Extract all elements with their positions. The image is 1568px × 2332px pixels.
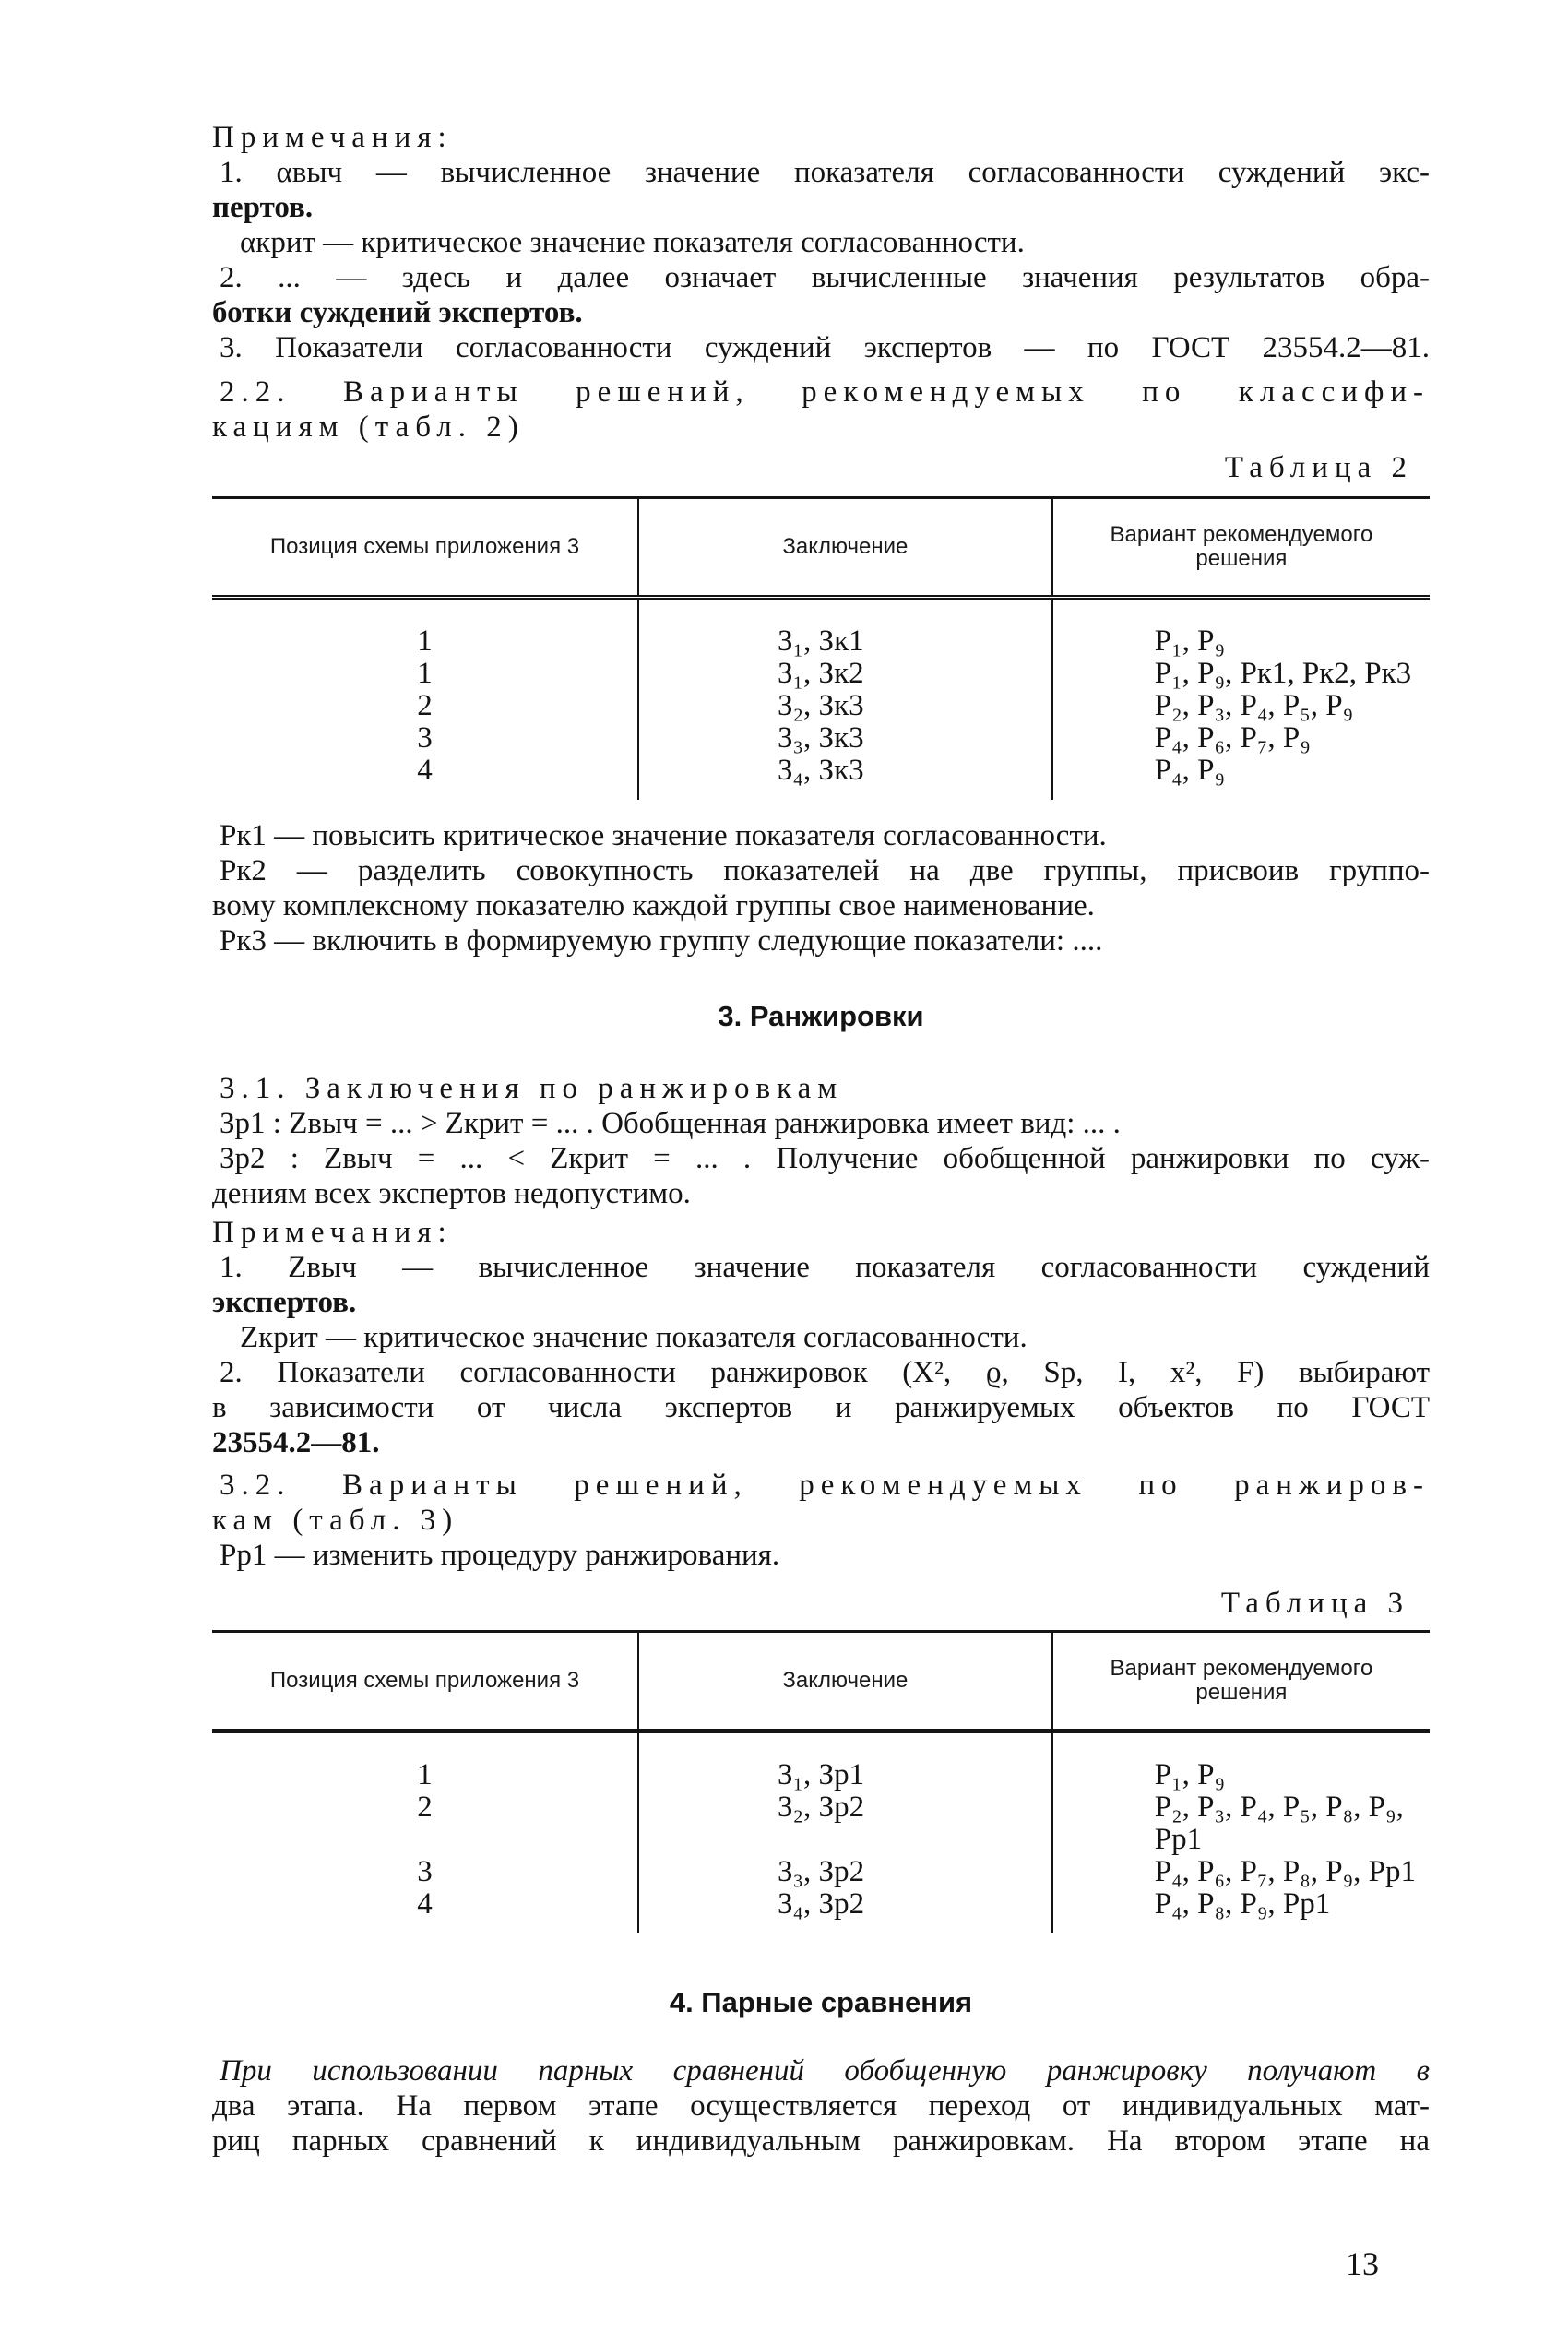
table-cell: Р₄, Р₆, Р₇, Р₉ (1052, 722, 1430, 755)
table-3-header-conclusion: Заключение (638, 1632, 1052, 1731)
note-1-line-3: αкрит — критическое значение показателя согласованности. (240, 226, 1025, 259)
table-row (212, 1856, 1430, 1888)
section-3-heading: 3. Ранжировки (718, 1000, 924, 1032)
table-cell: З₄, Зк3 (638, 755, 1052, 800)
note-2-line-2: ботки суждений экспертов. (212, 296, 583, 329)
table-2-header-conclusion: Заключение (638, 498, 1052, 598)
section-4-heading: 4. Парные сравнения (669, 1986, 973, 2018)
page-number: 13 (1346, 2245, 1379, 2282)
section-2-2-line-1: 2.2. Варианты решений, рекомендуемых по классифи- (220, 375, 1430, 409)
conclusion-zp2-line-2: дениям всех экспертов недопустимо. (212, 1177, 691, 1210)
note-2-line-1: 2. ... — здесь и далее означает вычисленные значения результатов обра- (220, 261, 1430, 294)
table-row (212, 755, 1430, 800)
table-cell: 4 (417, 754, 433, 787)
table-cell: 1 (417, 1758, 433, 1791)
section-3-note-1-line-1: 1. Zвыч — вычисленное значение показателя согласованности суждений (220, 1251, 1430, 1284)
table-row (212, 658, 1430, 690)
table-cell: 2 (417, 1791, 433, 1824)
document-page (212, 120, 1430, 2159)
table-cell: Р₁, Р₉, Рк1, Рк2, Рк3 (1052, 658, 1430, 690)
table-cell: 1 (417, 625, 433, 658)
section-3-note-2-line-2: в зависимости от числа экспертов и ранжируемых объектов по ГОСТ (212, 1391, 1430, 1424)
section-3-notes-title: Примечания: (212, 1216, 453, 1249)
table-cell: Р₂, Р₃, Р₄, Р₅, Р₈, Р₉, Рр1 (1052, 1791, 1430, 1856)
table-cell: 2 (417, 689, 433, 722)
table-2 (212, 496, 1430, 800)
table-2-header-decision: Вариант рекомендуемого решения (1052, 498, 1430, 598)
table-cell: З₄, Зр2 (638, 1888, 1052, 1933)
section-3-2-line-1: 3.2. Варианты решений, рекомендуемых по ранжиров- (220, 1469, 1430, 1502)
table-2-caption: Таблица 2 (1224, 451, 1413, 484)
table-cell: З₃, Зк3 (638, 722, 1052, 755)
table-cell: З₁, Зк2 (638, 658, 1052, 690)
conclusion-zp2-line-1: Зр2 : Zвыч = ... < Zкрит = ... . Получение обобщенной ранжировки по суж- (220, 1142, 1430, 1175)
section-4-para-line-2: два этапа. На первом этапе осуществляется переход от индивидуальных мат- (212, 2089, 1430, 2123)
table-cell: З₃, Зр2 (638, 1856, 1052, 1888)
table-cell: З₁, Зр1 (638, 1731, 1052, 1792)
legend-rp1: Рр1 — изменить процедуру ранжирования. (220, 1539, 780, 1572)
table-cell: Р₁, Р₉ (1052, 598, 1430, 659)
table-cell: З₂, Зк3 (638, 690, 1052, 722)
section-4-para-line-3: риц парных сравнений к индивидуальным ранжировкам. На втором этапе на (212, 2124, 1430, 2158)
table-cell: З₁, Зк1 (638, 598, 1052, 659)
table-cell: Р₄, Р₆, Р₇, Р₈, Р₉, Рр1 (1052, 1856, 1430, 1888)
table-row (212, 1791, 1430, 1856)
table-cell: Р₁, Р₉ (1052, 1731, 1430, 1792)
table-cell: 1 (417, 657, 433, 690)
table-row (212, 1888, 1430, 1933)
table-cell: З₂, Зр2 (638, 1791, 1052, 1856)
table-cell: 3 (417, 721, 433, 755)
table-row (212, 722, 1430, 755)
table-cell: Р₄, Р₈, Р₉, Рр1 (1052, 1888, 1430, 1933)
table-cell: 4 (417, 1887, 433, 1921)
table-3-header-row (212, 1632, 1430, 1731)
table-cell: 3 (417, 1855, 433, 1888)
table-2-header-position: Позиция схемы приложения 3 (269, 534, 580, 559)
table-cell: Р₄, Р₉ (1052, 755, 1430, 800)
conclusion-zp1: Зр1 : Zвыч = ... > Zкрит = ... . Обобщенная ранжировка имеет вид: ... . (220, 1107, 1121, 1140)
section-3-note-2-line-1: 2. Показатели согласованности ранжировок (X², ϱ, Sр, I, x², F) выбирают (220, 1356, 1430, 1389)
table-row (212, 1731, 1430, 1792)
table-2-header-row (212, 498, 1430, 598)
notes-title: Примечания: (212, 121, 453, 154)
table-3 (212, 1630, 1430, 1933)
legend-rk2-line-1: Рк2 — разделить совокупность показателей на две группы, присвоив группо- (220, 854, 1430, 887)
table-3-caption: Таблица 3 (1220, 1587, 1409, 1620)
legend-rk3: Рк3 — включить в формируемую группу следующие показатели: .... (220, 924, 1103, 958)
section-4-para-line-1: При использовании парных сравнений обобщенную ранжировку получают в (220, 2054, 1430, 2088)
section-3-note-1-line-3: Zкрит — критическое значение показателя согласованности. (240, 1321, 1028, 1354)
table-row (212, 598, 1430, 659)
note-1-line-1: 1. αвыч — вычисленное значение показателя согласованности суждений экс- (220, 156, 1430, 189)
section-2-2-line-2: кациям (табл. 2) (212, 410, 525, 444)
note-3: 3. Показатели согласованности суждений экспертов — по ГОСТ 23554.2—81. (220, 331, 1430, 364)
legend-rk2-line-2: вому комплексному показателю каждой группы свое наименование. (212, 889, 1095, 922)
legend-rk1: Рк1 — повысить критическое значение показателя согласованности. (220, 819, 1107, 852)
table-cell: Р₂, Р₃, Р₄, Р₅, Р₉ (1052, 690, 1430, 722)
section-3-note-2-line-3: 23554.2—81. (212, 1426, 380, 1459)
table-row (212, 690, 1430, 722)
table-3-header-decision: Вариант рекомендуемого решения (1052, 1632, 1430, 1731)
note-1-line-2: пертов. (212, 191, 314, 224)
section-3-2-line-2: кам (табл. 3) (212, 1504, 459, 1537)
section-3-1-title: 3.1. Заключения по ранжировкам (220, 1072, 844, 1105)
section-3-note-1-line-2: экспертов. (212, 1286, 357, 1319)
table-3-header-position: Позиция схемы приложения 3 (269, 1668, 580, 1693)
